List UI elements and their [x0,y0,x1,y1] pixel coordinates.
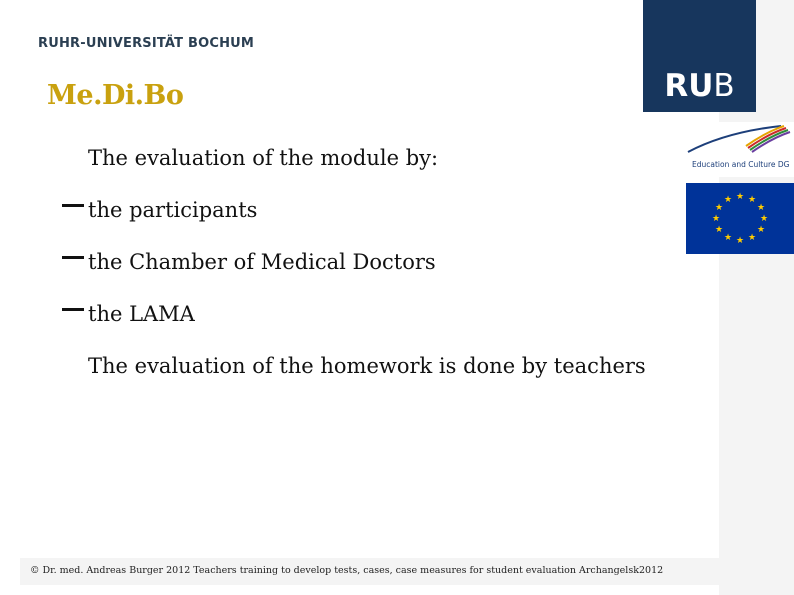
svg-text:★: ★ [747,233,757,243]
bullet-text: the participants [88,198,258,222]
rainbow-swoosh-icon [686,122,794,162]
dash-bullet-icon [62,204,84,207]
svg-text:★: ★ [756,203,766,213]
svg-text:★: ★ [723,195,733,205]
svg-text:★: ★ [714,203,724,213]
university-name: RUHR-UNIVERSITÄT BOCHUM [38,36,255,51]
svg-text:★: ★ [723,233,733,243]
footer-text: © Dr. med. Andreas Burger 2012 Teachers training to develop tests, cases, case measures for student evaluation Archangelsk2012 [30,565,664,576]
body-line [88,348,688,400]
dash-bullet-icon [62,308,84,311]
rub-logo-bold: RU [664,68,714,104]
bullet-line [62,244,688,296]
rub-logo-thin: B [713,68,735,104]
svg-text:★: ★ [735,192,745,202]
svg-text:★: ★ [735,236,745,246]
dash-bullet-icon [62,256,84,259]
svg-text:★: ★ [756,225,766,235]
eu-flag [686,183,794,254]
brand-title: Me.Di.Bo [47,80,184,111]
body-line [88,140,688,192]
education-culture-logo [686,122,794,177]
bullet-text: the Chamber of Medical Doctors [88,250,436,274]
body-line-text: The evaluation of the module by: [88,146,439,170]
bullet-text: the LAMA [88,302,195,326]
slide-body [88,140,688,400]
bullet-line [62,296,688,348]
svg-text:★: ★ [747,195,757,205]
svg-text:★: ★ [711,214,721,224]
rub-logo [643,0,756,112]
eu-stars-icon [686,183,794,254]
svg-text:★: ★ [759,214,769,224]
svg-text:★: ★ [714,225,724,235]
bullet-line [62,192,688,244]
education-culture-label: Education and Culture DG [692,160,790,169]
body-line-text: The evaluation of the homework is done by teachers [88,354,646,378]
